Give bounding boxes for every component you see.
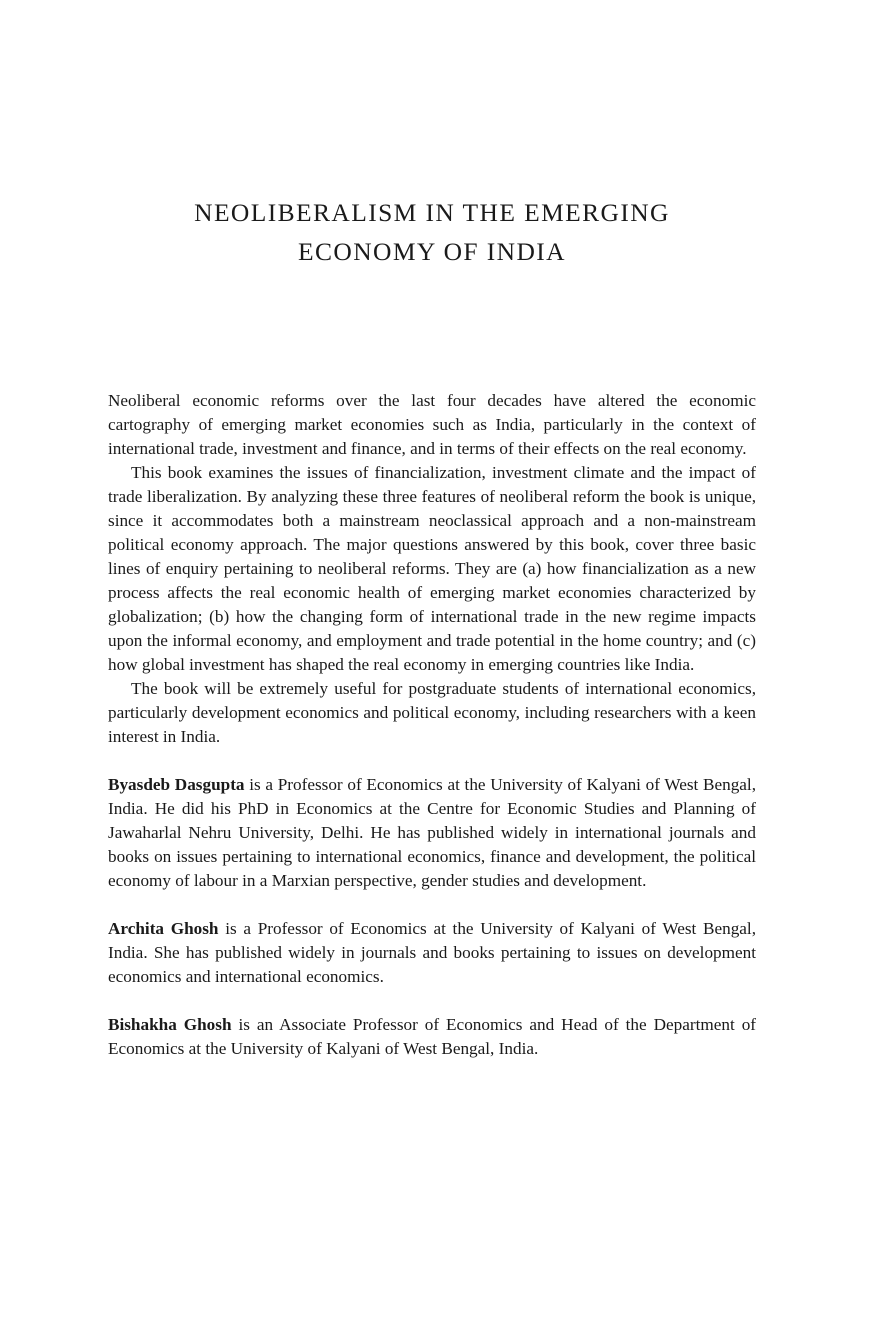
author-name-1: Byasdeb Dasgupta [108, 775, 245, 794]
author-bio-text-1: is a Professor of Economics at the University of Kalyani of West Bengal, India. He did his PhD in Economics at the Centre for Economic Studies and Planning of Jawaharlal Nehru University, Delhi. He has published widely in international journals and books on issues pertaining to international economics, finance and development, the political economy of labour in a Marxian perspective, gender studies and development. [108, 775, 756, 890]
author-bio-1 [108, 773, 756, 893]
author-name-2: Archita Ghosh [108, 919, 219, 938]
book-title [108, 193, 756, 271]
book-title-line-2: ECONOMY OF INDIA [298, 237, 566, 266]
author-bio-text-2: is a Professor of Economics at the University of Kalyani of West Bengal, India. She has published widely in journals and books pertaining to issues on development economics and international economics. [108, 919, 756, 986]
author-bio-2 [108, 917, 756, 989]
description-paragraph-2: This book examines the issues of financialization, investment climate and the impact of trade liberalization. By analyzing these three features of neoliberal reform the book is unique, since it accommodates both a mainstream neoclassical approach and a non-mainstream political economy approach. The major questions answered by this book, cover three basic lines of enquiry pertaining to neoliberal reforms. They are (a) how financialization as a new process affects the real economic health of emerging market economies characterized by globalization; (b) how the changing form of international trade in the new regime impacts upon the informal economy, and employment and trade potential in the home country; and (c) how global investment has shaped the real economy in emerging countries like India. [108, 463, 756, 674]
author-name-3: Bishakha Ghosh [108, 1015, 232, 1034]
book-title-line-1: NEOLIBERALISM IN THE EMERGING [194, 198, 670, 227]
description-paragraph-3: The book will be extremely useful for postgraduate students of international economics, particularly development economics and political economy, including researchers with a keen interest in India. [108, 679, 756, 746]
author-bio-3 [108, 1013, 756, 1061]
description-paragraph-1: Neoliberal economic reforms over the last four decades have altered the economic cartography of emerging market economies such as India, particularly in the context of international trade, investment and finance, and in terms of their effects on the real economy. [108, 391, 756, 458]
book-blurb [108, 389, 756, 1061]
author-bio-text-3: is an Associate Professor of Economics and Head of the Department of Economics at the University of Kalyani of West Bengal, India. [108, 1015, 757, 1058]
